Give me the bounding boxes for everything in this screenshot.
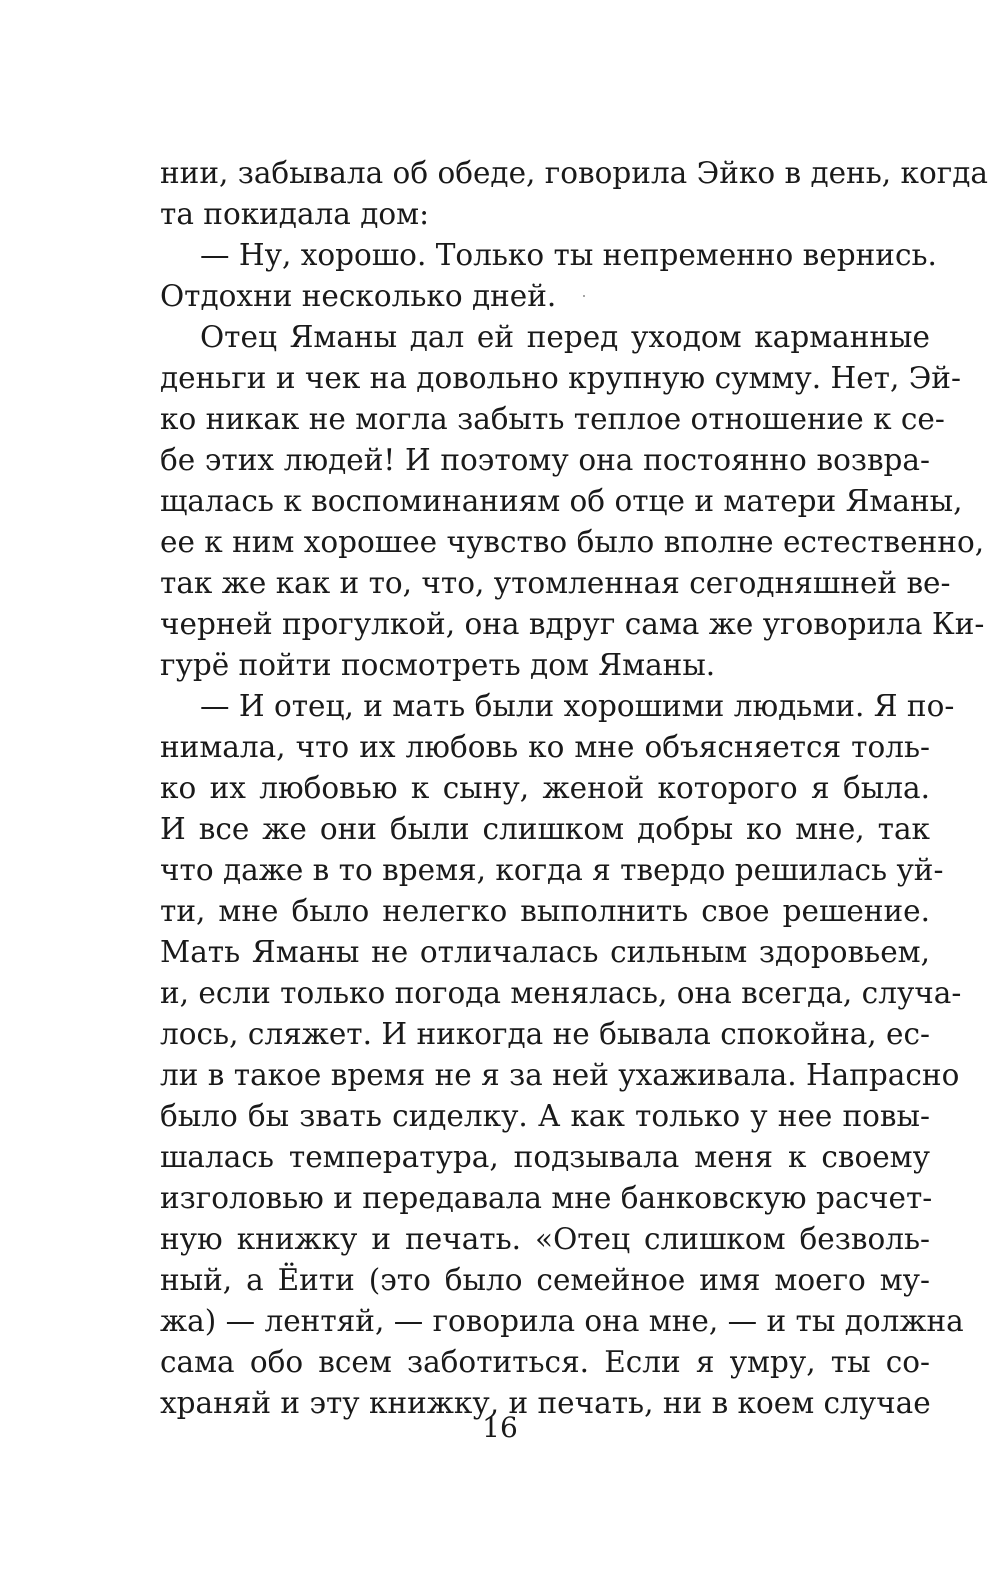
- text-line: ко никак не могла забыть теплое отношение к се-: [160, 402, 945, 436]
- text-line: шалась температура, подзывала меня к своему: [160, 1140, 930, 1174]
- text-line: ную книжку и печать. «Отец слишком безволь-: [160, 1222, 930, 1256]
- text-line: щалась к воспоминаниям об отце и матери Яманы,: [160, 484, 963, 518]
- text-line: — И отец, и мать были хорошими людьми. Я по-: [200, 689, 955, 723]
- text-line: ти, мне было нелегко выполнить свое решение.: [160, 894, 930, 928]
- text-line: нии, забывала об обеде, говорила Эйко в день, когда: [160, 156, 988, 190]
- text-line: и, если только погода менялась, она всегда, случа-: [160, 976, 962, 1010]
- text-line: ко их любовью к сыну, женой которого я была.: [160, 771, 930, 805]
- text-line: жа) — лентяй, — говорила она мне, — и ты должна: [160, 1304, 964, 1338]
- page-number: 16: [482, 1411, 518, 1444]
- text-line: что даже в то время, когда я твердо решилась уй-: [160, 853, 944, 887]
- text-line: так же как и то, что, утомленная сегодняшней ве-: [160, 566, 951, 600]
- text-line: изголовью и передавала мне банковскую расчет-: [160, 1181, 933, 1215]
- text-line: гурё пойти посмотреть дом Яманы.: [160, 648, 716, 682]
- text-line: ее к ним хорошее чувство было вполне естественно,: [160, 525, 985, 559]
- text-line: лось, сляжет. И никогда не бывала спокойна, ес-: [160, 1017, 930, 1051]
- text-line: бе этих людей! И поэтому она постоянно возвра-: [160, 443, 930, 477]
- print-speck: [583, 295, 585, 297]
- text-line: ли в такое время не я за ней ухаживала. Напрасно: [160, 1058, 960, 1092]
- body-text: [160, 153, 988, 1424]
- text-line: сама обо всем заботиться. Если я умру, ты со-: [160, 1345, 930, 1379]
- text-line: — Ну, хорошо. Только ты непременно вернись.: [200, 238, 937, 272]
- text-line: Мать Яманы не отличалась сильным здоровьем,: [160, 935, 930, 969]
- text-line: ный, а Ёити (это было семейное имя моего му-: [160, 1263, 930, 1297]
- text-line: было бы звать сиделку. А как только у нее повы-: [160, 1099, 930, 1133]
- text-line: черней прогулкой, она вдруг сама же уговорила Ки-: [160, 607, 985, 641]
- text-line: деньги и чек на довольно крупную сумму. Нет, Эй-: [160, 361, 961, 395]
- text-line: Отец Яманы дал ей перед уходом карманные: [200, 320, 930, 354]
- text-line: та покидала дом:: [160, 197, 430, 231]
- text-line: нимала, что их любовь ко мне объясняется толь-: [160, 730, 930, 764]
- text-line: И все же они были слишком добры ко мне, так: [160, 812, 930, 846]
- text-line: Отдохни несколько дней.: [160, 279, 557, 313]
- text-line: храняй и эту книжку, и печать, ни в коем случае: [160, 1386, 931, 1420]
